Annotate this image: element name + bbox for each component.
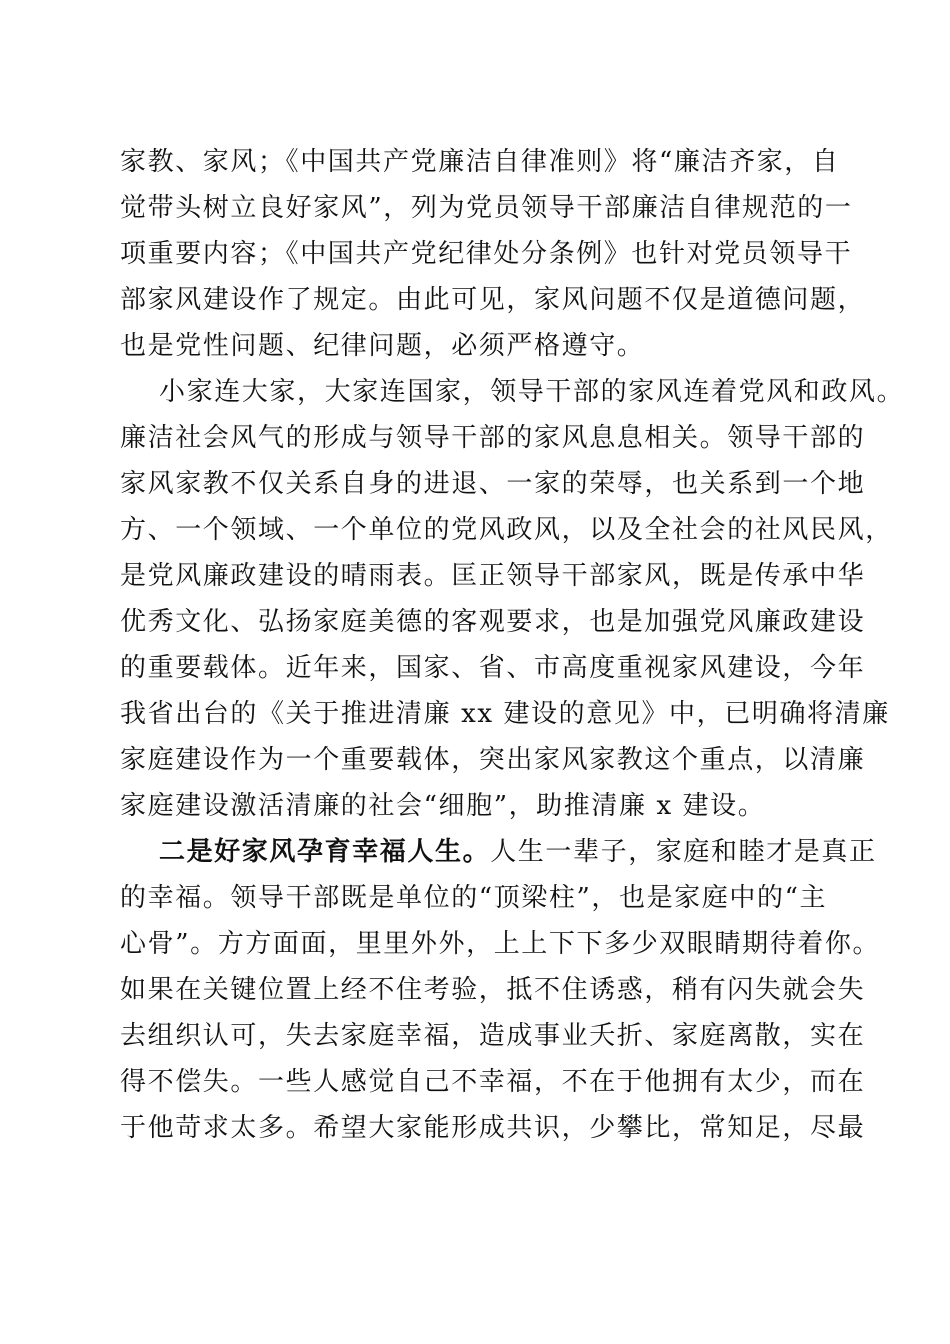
text-line: 心骨”。方方面面，里里外外，上上下下多少双眼睛期待着你。 xyxy=(120,929,881,959)
text-line: 项重要内容；《中国共产党纪律处分条例》也针对党员领导干 xyxy=(120,239,853,269)
text-line: 去组织认可，失去家庭幸福，造成事业夭折、家庭离散，实在 xyxy=(120,1021,866,1051)
text-line: 部家风建设作了规定。由此可见，家风问题不仅是道德问题， xyxy=(120,285,866,315)
text-line: 家教、家风；《中国共产党廉洁自律准则》将“廉洁齐家，自 xyxy=(120,147,840,177)
text-line: 家风家教不仅关系自身的进退、一家的荣辱，也关系到一个地 xyxy=(120,469,866,499)
text-line: 家庭建设作为一个重要载体，突出家风家教这个重点，以清廉 xyxy=(120,745,866,775)
text-line: 优秀文化、弘扬家庭美德的客观要求，也是加强党风廉政建设 xyxy=(120,607,866,637)
section-lead-heading: 二是好家风孕育幸福人生。 xyxy=(159,837,491,867)
text-line: 得不偿失。一些人感觉自己不幸福，不在于他拥有太少，而在 xyxy=(120,1067,866,1097)
text-line: 于他苛求太多。希望大家能形成共识，少攀比，常知足，尽最 xyxy=(120,1113,866,1143)
text-line: 也是党性问题、纪律问题，必须严格遵守。 xyxy=(120,331,645,361)
text-line: 是党风廉政建设的晴雨表。匡正领导干部家风，既是传承中华 xyxy=(120,561,866,591)
text-line: 的重要载体。近年来，国家、省、市高度重视家风建设，今年 xyxy=(120,653,866,683)
text-line: 我省出台的《关于推进清廉 xx 建设的意见》中，已明确将清廉 xyxy=(120,699,890,729)
text-line: 廉洁社会风气的形成与领导干部的家风息息相关。领导干部的 xyxy=(120,423,866,453)
paragraph-first-line: 小家连大家，大家连国家，领导干部的家风连着党风和政风。 xyxy=(159,377,905,407)
text-line: 的幸福。领导干部既是单位的“顶梁柱”，也是家庭中的“主 xyxy=(120,883,828,913)
text-line: 方、一个领域、一个单位的党风政风，以及全社会的社风民风， xyxy=(120,515,893,545)
text-line: 如果在关键位置上经不住考验，抵不住诱惑，稍有闪失就会失 xyxy=(120,975,866,1005)
paragraph-first-line xyxy=(159,837,877,867)
text-line: 觉带头树立良好家风”，列为党员领导干部廉洁自律规范的一 xyxy=(120,193,853,223)
text-run: 人生一辈子，家庭和睦才是真正 xyxy=(490,837,877,867)
text-line: 家庭建设激活清廉的社会“细胞”，助推清廉 x 建设。 xyxy=(120,791,766,821)
